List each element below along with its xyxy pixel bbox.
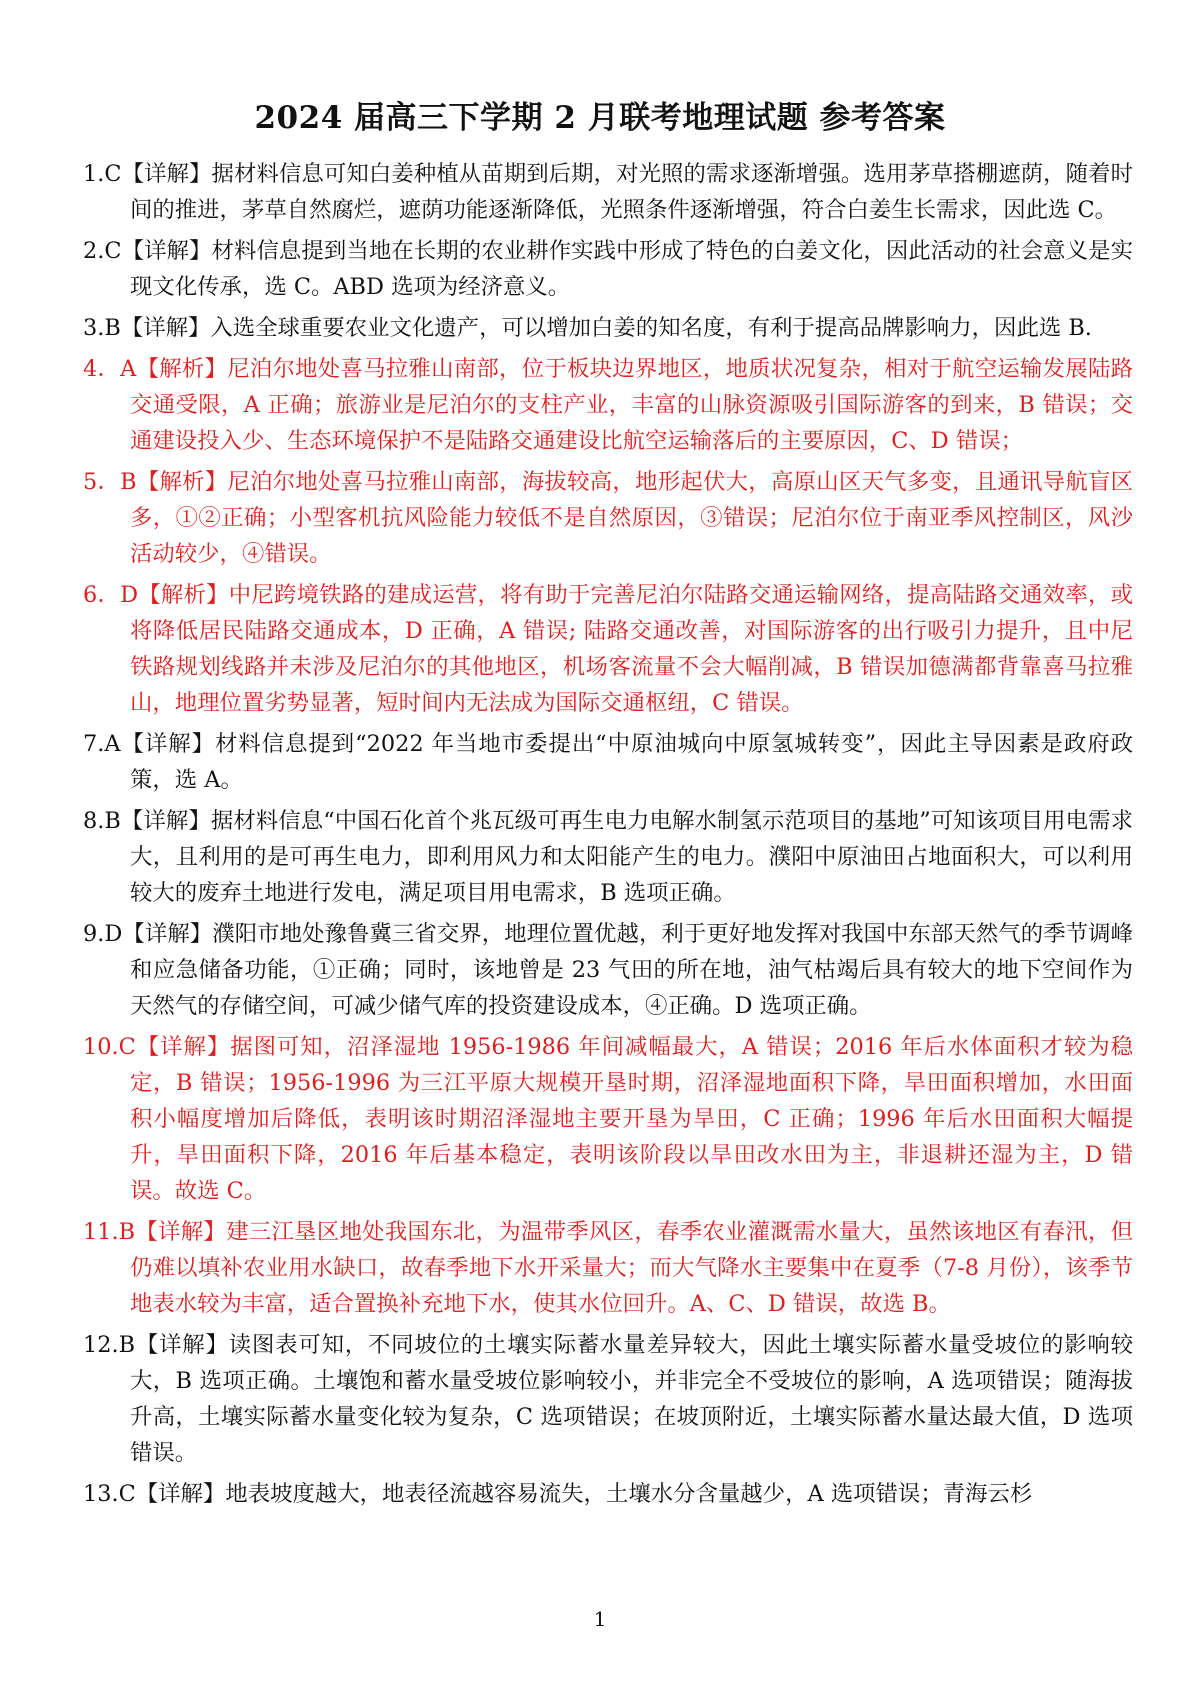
answer-item-3: [83, 310, 1133, 346]
item-text: 尼泊尔地处喜马拉雅山南部，海拔较高，地形起伏大，高原山区天气多变，且通讯导航盲区多，①②正确；小型客机抗风险能力较低不是自然原因，③错误；尼泊尔位于南亚季风控制区，风沙活动较少，④错误。: [130, 469, 1134, 567]
item-text: 地表坡度越大，地表径流越容易流失，土壤水分含量越少，A 选项错误；青海云杉: [225, 1481, 1033, 1507]
answer-item-5: [83, 464, 1133, 572]
answer-item-4: [83, 351, 1133, 459]
item-tag: 【详解】: [135, 1332, 229, 1358]
item-tag: 【解析】: [136, 469, 228, 495]
item-text: 中尼跨境铁路的建成运营，将有助于完善尼泊尔陆路交通运输网络，提高陆路交通效率，或将降低居民陆路交通成本，D 正确，A 错误; 陆路交通改善，对国际游客的出行吸引力提升，且中尼铁路规划线路并未涉及尼泊尔的其他地区，机场客流量不会大幅削减，B 错误加德满都背靠喜马拉雅山，地理位置劣势显著，短时间内无法成为国际交通枢纽，C 错误。: [130, 582, 1134, 716]
answer-item-1: [83, 156, 1133, 228]
item-text: 尼泊尔地处喜马拉雅山南部，位于板块边界地区，地质状况复杂，相对于航空运输发展陆路交通受限，A 正确；旅游业是尼泊尔的支柱产业，丰富的山脉资源吸引国际游客的到来，B 错误；交通建设投入少、生态环境保护不是陆路交通建设比航空运输落后的主要原因，C、D 错误；: [130, 356, 1134, 454]
answer-list: [83, 156, 1133, 1517]
item-tag: 【详解】: [135, 1481, 226, 1507]
item-text: 据材料信息可知白姜种植从苗期到后期，对光照的需求逐渐增强。选用茅草搭棚遮荫，随着时间的推进，茅草自然腐烂，遮荫功能逐渐降低，光照条件逐渐增强，符合白姜生长需求，因此选 C。: [130, 161, 1134, 223]
answer-item-2: [83, 233, 1133, 305]
item-number: 2.C: [83, 238, 122, 264]
page-title: 2024 届高三下学期 2 月联考地理试题 参考答案: [254, 100, 946, 136]
item-number: 9.D: [83, 921, 123, 947]
item-tag: 【详解】: [135, 1034, 231, 1060]
item-tag: 【详解】: [121, 161, 212, 187]
item-number: 12.B: [83, 1332, 136, 1358]
item-tag: 【详解】: [122, 921, 213, 947]
answer-item-13: [83, 1476, 1133, 1512]
answer-item-9: [83, 916, 1133, 1024]
item-number: 11.B: [83, 1219, 136, 1245]
page-number: 1: [593, 1607, 607, 1631]
item-text: 建三江垦区地处我国东北，为温带季风区，春季农业灌溉需水量大，虽然该地区有春汛，但仍难以填补农业用水缺口，故春季地下水开采量大；而大气降水主要集中在夏季（7-8 月份），该季节地表水较为丰富，适合置换补充地下水，使其水位回升。A、C、D 错误，故选 B。: [130, 1219, 1134, 1317]
item-number: 6．D: [83, 582, 139, 608]
item-tag: 【详解】: [120, 315, 211, 341]
item-text: 据材料信息“中国石化首个兆瓦级可再生电力电解水制氢示范项目的基地”可知该项目用电需求大，且利用的是可再生电力，即利用风力和太阳能产生的电力。濮阳中原油田占地面积大，可以利用较大的废弃土地进行发电，满足项目用电需求，B 选项正确。: [130, 808, 1133, 906]
item-text: 濮阳市地处豫鲁冀三省交界，地理位置优越，利于更好地发挥对我国中东部天然气的季节调峰和应急储备功能，①正确；同时，该地曾是 23 气田的所在地，油气枯竭后具有较大的地下空间作为天然气的存储空间，可减少储气库的投资建设成本，④正确。D 选项正确。: [130, 921, 1133, 1019]
item-tag: 【详解】: [120, 731, 215, 757]
item-tag: 【解析】: [138, 582, 229, 608]
answer-item-10: [83, 1029, 1133, 1209]
item-tag: 【详解】: [121, 238, 212, 264]
item-number: 10.C: [83, 1034, 136, 1060]
answer-item-7: [83, 726, 1133, 798]
item-tag: 【解析】: [136, 356, 228, 382]
item-text: 入选全球重要农业文化遗产，可以增加白姜的知名度，有利于提高品牌影响力，因此选 B.: [210, 315, 1092, 341]
item-tag: 【详解】: [135, 1219, 227, 1245]
item-number: 1.C: [83, 161, 122, 187]
answer-item-11: [83, 1214, 1133, 1322]
answer-item-12: [83, 1327, 1133, 1471]
item-number: 8.B: [83, 808, 121, 834]
item-text: 材料信息提到当地在长期的农业耕作实践中形成了特色的白姜文化，因此活动的社会意义是实现文化传承，选 C。ABD 选项为经济意义。: [130, 238, 1134, 300]
item-text: 材料信息提到“2022 年当地市委提出“中原油城向中原氢城转变”，因此主导因素是政府政策，选 A。: [130, 731, 1133, 793]
item-number: 5．B: [83, 469, 137, 495]
item-text: 读图表可知，不同坡位的土壤实际蓄水量差异较大，因此土壤实际蓄水量受坡位的影响较大，B 选项正确。土壤饱和蓄水量受坡位影响较小，并非完全不受坡位的影响，A 选项错误；随海拔升高，土壤实际蓄水量变化较为复杂，C 选项错误；在坡顶附近，土壤实际蓄水量达最大值，D 选项错误。: [130, 1332, 1134, 1466]
item-number: 3.B: [83, 315, 121, 341]
answer-item-8: [83, 803, 1133, 911]
item-text: 据图可知，沼泽湿地 1956-1986 年间减幅最大，A 错误；2016 年后水体面积才较为稳定，B 错误；1956-1996 为三江平原大规模开垦时期，沼泽湿地面积下降，旱田面积增加，水田面积小幅度增加后降低，表明该时期沼泽湿地主要开垦为旱田，C 正确；1996 年后水田面积大幅提升，旱田面积下降，2016 年后基本稳定，表明该阶段以旱田改水田为主，非退耕还湿为主，D 错误。故选 C。: [130, 1034, 1133, 1204]
item-number: 4．A: [83, 356, 137, 382]
item-number: 13.C: [83, 1481, 136, 1507]
answer-item-6: [83, 577, 1133, 721]
item-number: 7.A: [83, 731, 121, 757]
item-tag: 【详解】: [120, 808, 211, 834]
